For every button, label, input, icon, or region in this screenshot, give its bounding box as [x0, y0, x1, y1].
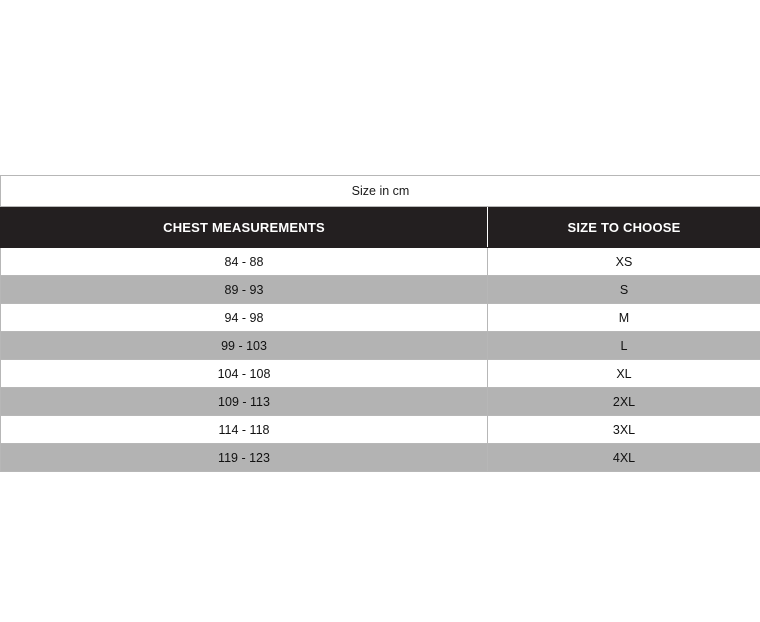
table-caption: Size in cm: [1, 176, 760, 207]
cell-chest: 84 - 88: [1, 248, 488, 276]
cell-size: 3XL: [488, 416, 760, 444]
table-row: [1, 332, 760, 360]
size-chart-table: [0, 175, 760, 472]
cell-chest: 89 - 93: [1, 276, 488, 304]
cell-chest: 119 - 123: [1, 444, 488, 472]
cell-size: XS: [488, 248, 760, 276]
cell-chest: 104 - 108: [1, 360, 488, 388]
cell-chest: 109 - 113: [1, 388, 488, 416]
cell-size: S: [488, 276, 760, 304]
table-row: [1, 360, 760, 388]
table-row: [1, 304, 760, 332]
table-caption-row: [1, 176, 760, 207]
cell-chest: 94 - 98: [1, 304, 488, 332]
table-row: [1, 444, 760, 472]
cell-chest: 99 - 103: [1, 332, 488, 360]
table-row: [1, 248, 760, 276]
column-header-size: SIZE TO CHOOSE: [488, 207, 760, 248]
table-row: [1, 416, 760, 444]
size-chart: [0, 175, 760, 472]
cell-chest: 114 - 118: [1, 416, 488, 444]
column-header-chest: CHEST MEASUREMENTS: [1, 207, 488, 248]
cell-size: L: [488, 332, 760, 360]
cell-size: 4XL: [488, 444, 760, 472]
cell-size: M: [488, 304, 760, 332]
cell-size: 2XL: [488, 388, 760, 416]
table-header-row: [1, 207, 760, 248]
table-row: [1, 276, 760, 304]
table-row: [1, 388, 760, 416]
cell-size: XL: [488, 360, 760, 388]
